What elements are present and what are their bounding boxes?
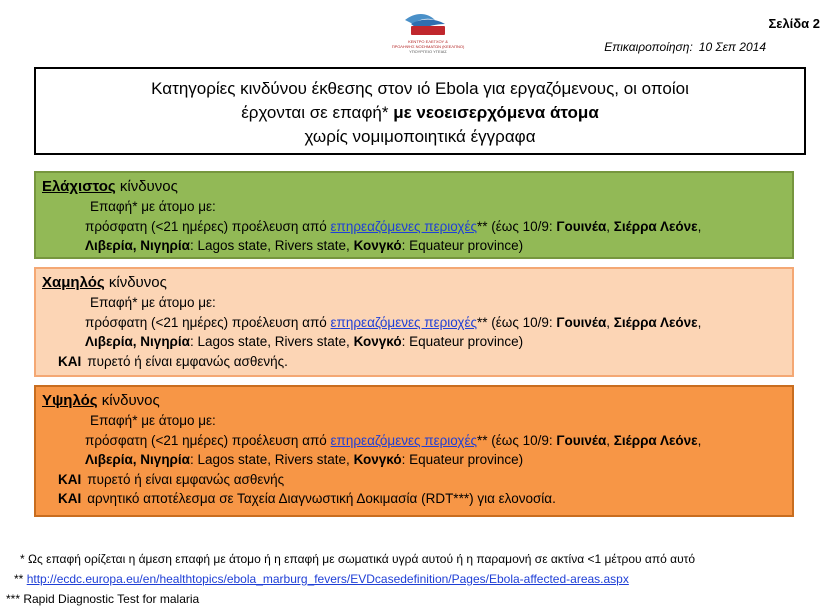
condition-fever <box>42 470 792 490</box>
origin-text: πρόσφατη (<21 ημέρες) προέλευση από <box>85 314 331 330</box>
countries-line <box>42 450 792 470</box>
footnote-rdt: *** Rapid Diagnostic Test for malaria <box>6 592 200 606</box>
country-sierra-leone: Σιέρρα Λεόνε <box>613 218 698 234</box>
country-congo: Κονγκό <box>353 238 402 253</box>
origin-date: ** (έως 10/9: <box>477 218 557 234</box>
risk-level-high: Υψηλός <box>42 392 98 409</box>
origin-line <box>42 313 792 333</box>
affected-areas-link[interactable]: επηρεαζόμενες περιοχές <box>330 314 478 330</box>
nigeria-states: Lagos state, Rivers state, <box>193 334 354 349</box>
separator: : <box>189 238 194 253</box>
country-guinea: Γουινέα <box>556 314 607 330</box>
risk-suffix-medium: κίνδυνος <box>104 274 167 291</box>
risk-heading-high <box>42 391 792 411</box>
title-line-2-bold: με νεοεισερχόμενα άτομα <box>393 103 599 122</box>
nigeria-states: Lagos state, Rivers state, <box>193 452 354 467</box>
congo-province: : Equateur province) <box>401 238 524 253</box>
contact-line: Επαφή* με άτομο με: <box>90 295 216 310</box>
separator: , <box>606 218 614 234</box>
risk-box-medium <box>34 267 794 377</box>
contact-line: Επαφή* με άτομο με: <box>90 199 216 214</box>
origin-line <box>42 431 792 451</box>
risk-level-medium: Χαμηλός <box>42 274 105 291</box>
footnote-contact-definition: * Ως επαφή ορίζεται η άμεση επαφή με άτομο ή η επαφή με σωματικά υγρά αυτού ή η παραμονή σε ακτίνα <1 μέτρου από αυτό <box>20 552 696 566</box>
kai-label: ΚΑΙ <box>58 491 82 506</box>
title-line-1: Κατηγορίες κινδύνου έκθεσης στον ιό Ebola για εργαζόμενους, οι οποίοι <box>151 79 689 98</box>
country-congo: Κονγκό <box>353 452 402 467</box>
separator: , <box>697 218 702 234</box>
risk-heading-medium <box>42 273 792 293</box>
risk-box-low <box>34 171 794 259</box>
origin-text: πρόσφατη (<21 ημέρες) προέλευση από <box>85 432 331 448</box>
country-liberia-nigeria: Λιβερία, Νιγηρία <box>85 334 190 349</box>
kai-label: ΚΑΙ <box>58 353 82 369</box>
affected-areas-link[interactable]: επηρεαζόμενες περιοχές <box>330 432 478 448</box>
separator: , <box>606 432 614 448</box>
country-sierra-leone: Σιέρρα Λεόνε <box>613 432 698 448</box>
country-liberia-nigeria: Λιβερία, Νιγηρία <box>85 238 190 253</box>
ecdc-link[interactable]: http://ecdc.europa.eu/en/healthtopics/ebola_marburg_fevers/EVDcasedefinition/Pages/Ebola-affected-areas.aspx <box>26 572 629 586</box>
origin-line <box>42 217 792 237</box>
condition-rdt <box>42 489 792 509</box>
kai-label: ΚΑΙ <box>58 471 82 487</box>
nigeria-states: Lagos state, Rivers state, <box>193 238 354 253</box>
footnote-ecdc-source <box>14 572 629 586</box>
logo-text-1: ΚΕΝΤΡΟ ΕΛΕΓΧΟΥ & <box>408 39 448 44</box>
logo-text-2: ΠΡΟΛΗΨΗΣ ΝΟΣΗΜΑΤΩΝ (ΚΕΕΛΠΝΟ) <box>391 44 465 49</box>
congo-province: : Equateur province) <box>401 334 524 349</box>
title-line-3: χωρίς νομιμοποιητικά έγγραφα <box>304 127 536 146</box>
risk-box-high <box>34 385 794 517</box>
title-line-2-text: έρχονται σε επαφή* <box>241 103 394 122</box>
separator: , <box>697 314 702 330</box>
country-guinea: Γουινέα <box>556 218 607 234</box>
title-line-2 <box>36 101 804 125</box>
separator: , <box>606 314 614 330</box>
affected-areas-link[interactable]: επηρεαζόμενες περιοχές <box>330 218 478 234</box>
risk-heading-low <box>42 177 792 197</box>
country-guinea: Γουινέα <box>556 432 607 448</box>
update-date: 10 Σεπ 2014 <box>698 40 766 54</box>
separator: : <box>189 452 194 467</box>
origin-date: ** (έως 10/9: <box>477 314 557 330</box>
update-line <box>604 40 766 54</box>
document-title <box>34 67 806 155</box>
risk-suffix-low: κίνδυνος <box>115 178 178 195</box>
risk-suffix-high: κίνδυνος <box>97 392 160 409</box>
countries-line <box>42 332 792 352</box>
origin-date: ** (έως 10/9: <box>477 432 557 448</box>
contact-line: Επαφή* με άτομο με: <box>90 413 216 428</box>
risk-level-low: Ελάχιστος <box>42 178 116 195</box>
fever-text: πυρετό ή είναι εμφανώς ασθενής <box>87 471 285 487</box>
condition-fever <box>42 352 792 372</box>
page-number: Σελίδα 2 <box>768 16 820 31</box>
origin-text: πρόσφατη (<21 ημέρες) προέλευση από <box>85 218 331 234</box>
keelpno-logo <box>383 8 473 66</box>
separator: , <box>697 432 702 448</box>
country-sierra-leone: Σιέρρα Λεόνε <box>613 314 698 330</box>
countries-line <box>42 236 792 256</box>
rdt-text: αρνητικό αποτέλεσμα σε Ταχεία Διαγνωστική Δοκιμασία (RDT***) για ελονοσία. <box>87 491 556 506</box>
update-label: Επικαιροποίηση: <box>604 40 693 54</box>
congo-province: : Equateur province) <box>401 452 524 467</box>
footnote-marker: ** <box>14 572 27 586</box>
separator: : <box>189 334 194 349</box>
logo-text-3: ΥΠΟΥΡΓΕΙΟ ΥΓΕΙΑΣ <box>409 49 447 54</box>
country-congo: Κονγκό <box>353 334 402 349</box>
dove-logo-icon <box>401 8 455 38</box>
country-liberia-nigeria: Λιβερία, Νιγηρία <box>85 452 190 467</box>
fever-text: πυρετό ή είναι εμφανώς ασθενής. <box>87 353 288 369</box>
